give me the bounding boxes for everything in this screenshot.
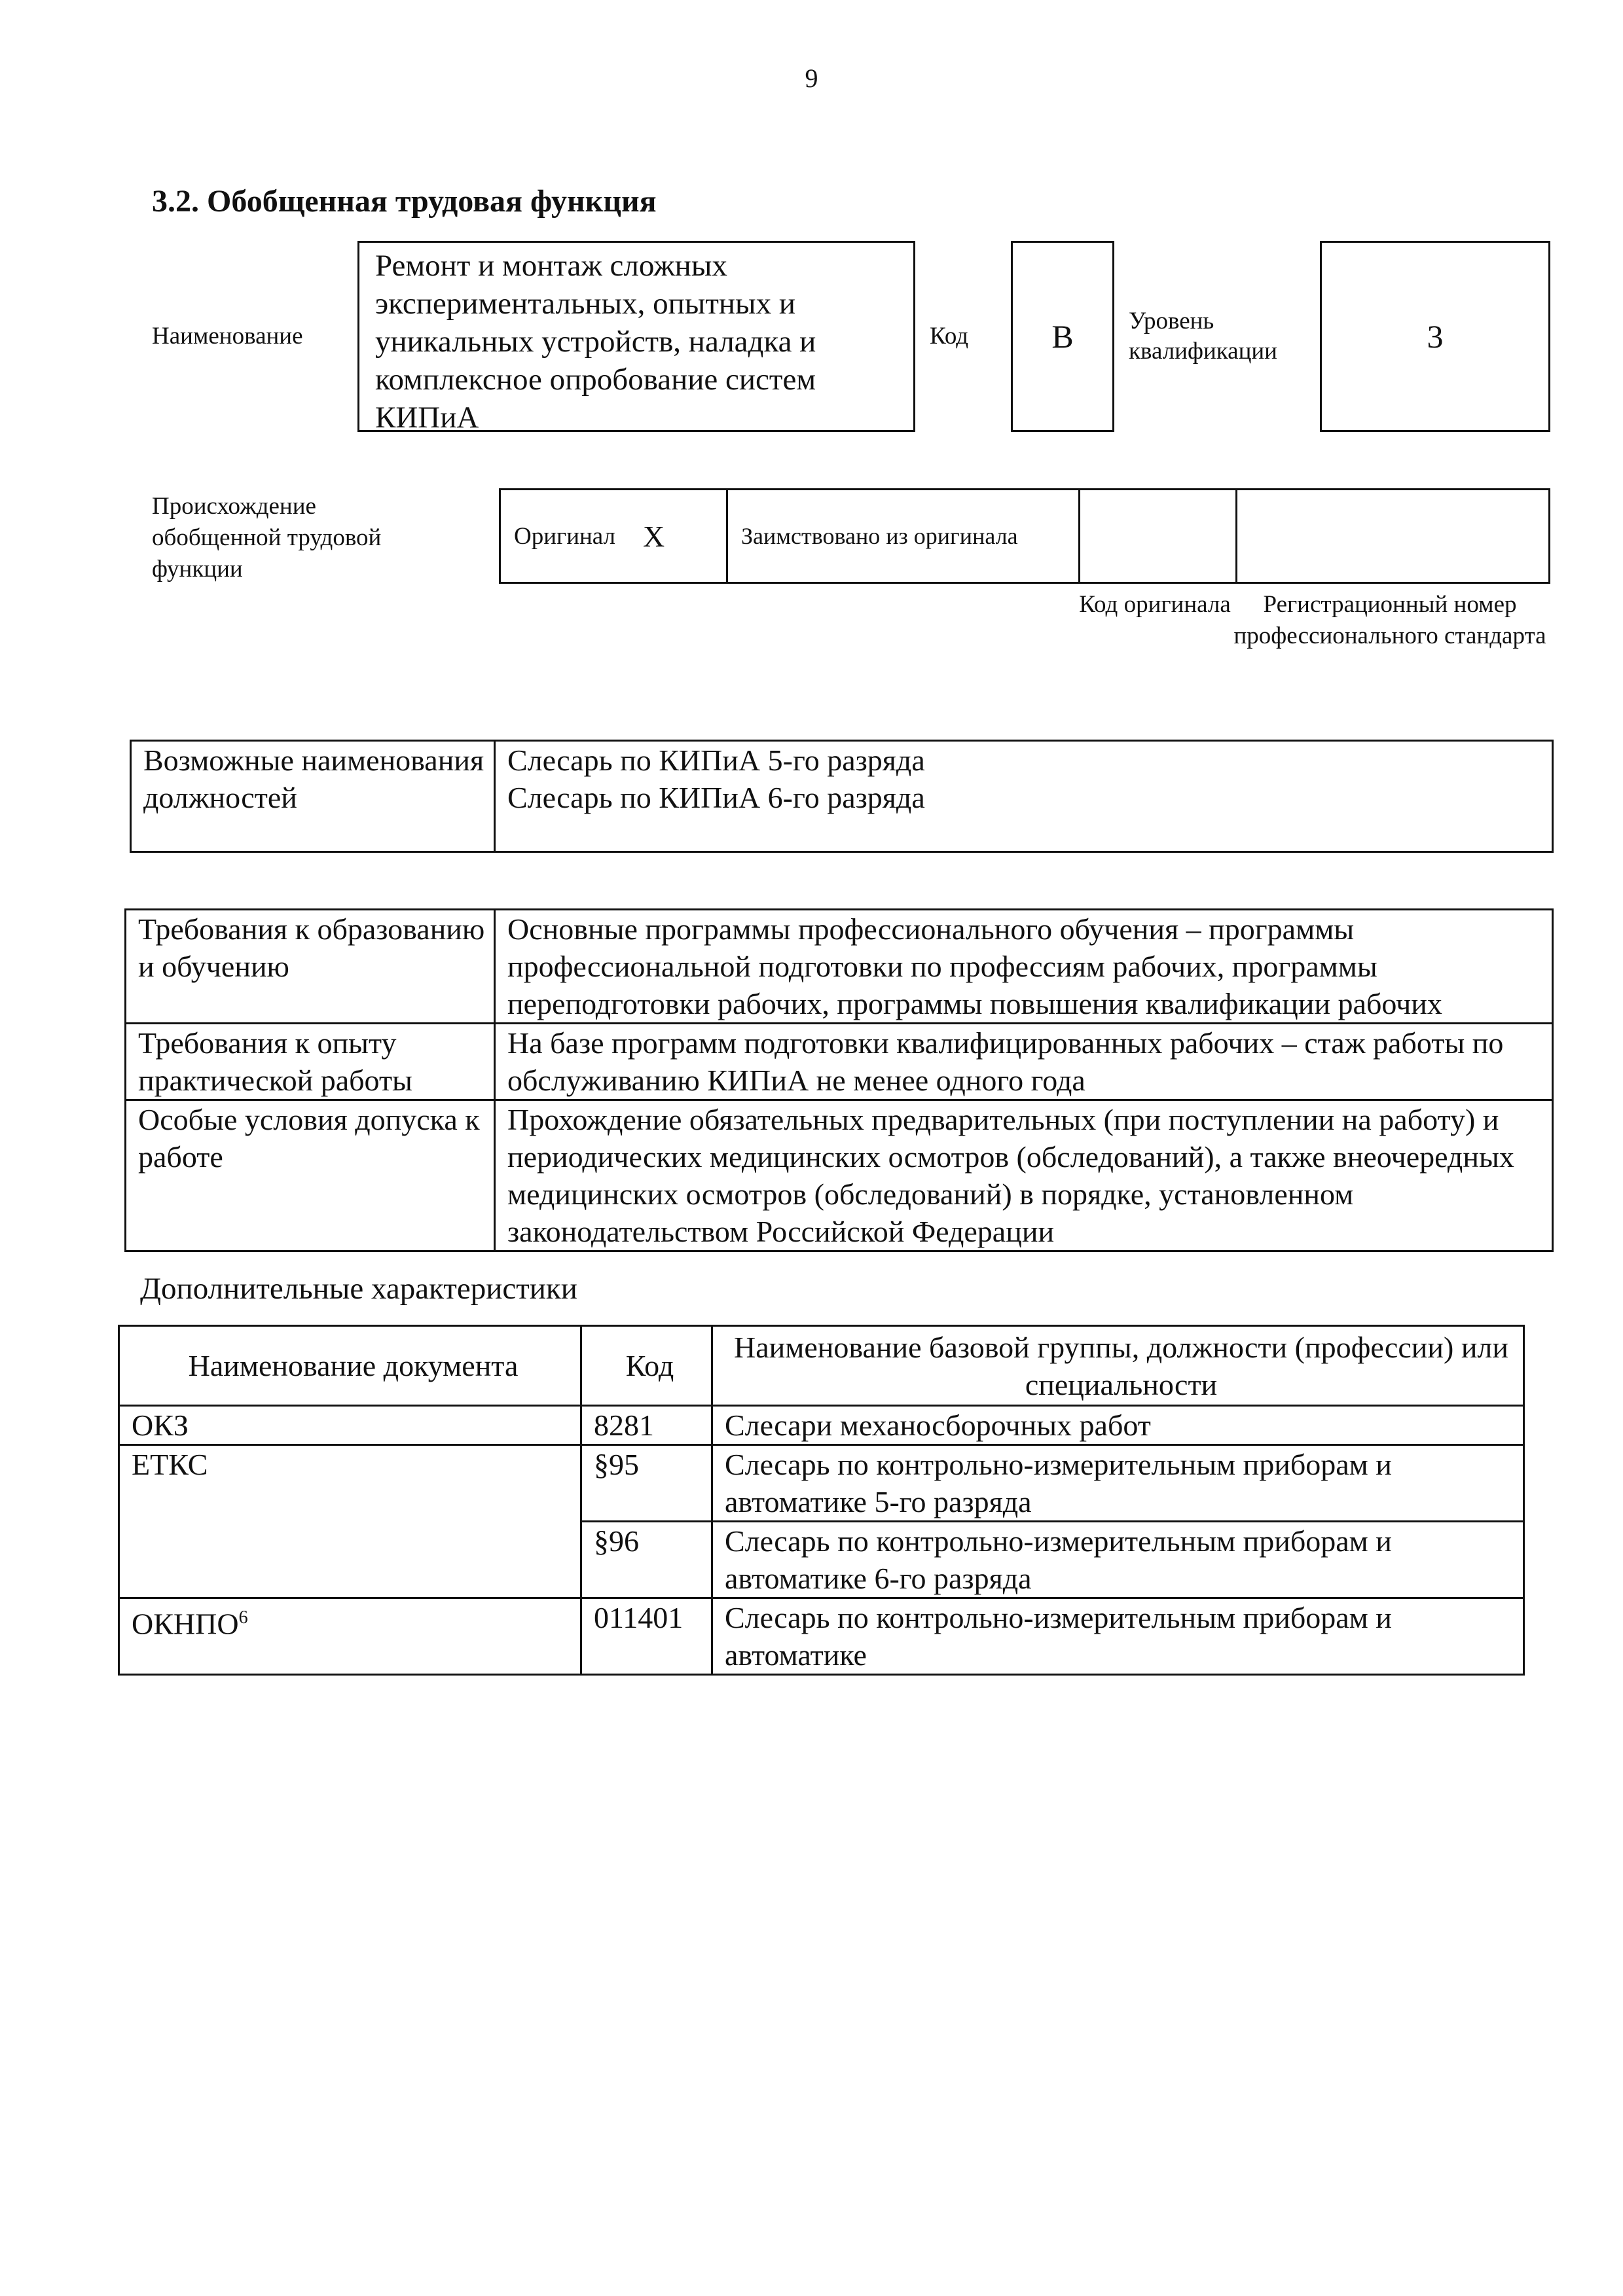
- header-name: Наименование базовой группы, должности (профессии) или специальности: [712, 1326, 1524, 1406]
- reg-number-cell: [1235, 490, 1548, 582]
- requirement-label: Требования к образованию и обучению: [126, 910, 495, 1024]
- function-name-box: [357, 241, 915, 435]
- requirement-value: Прохождение обязательных предварительных (при поступлении на работу) и периодических медицинских осмотров (обследований), а также внеочередных медицинских осмотров (обследований) в порядке, установленном законодательством Российской Федерации: [495, 1100, 1553, 1251]
- table-row: [119, 1598, 1524, 1675]
- original-mark: X: [643, 519, 665, 553]
- origin-table: [499, 488, 1550, 584]
- original-cell: [501, 490, 726, 582]
- borrowed-cell: [726, 490, 1078, 582]
- doc-cell: [119, 1598, 581, 1675]
- positions-table: [130, 740, 1554, 853]
- requirements-table: [124, 908, 1554, 1252]
- additional-title: Дополнительные характеристики: [140, 1272, 577, 1306]
- origin-label: Происхождение обобщенной трудовой функции: [152, 493, 382, 583]
- doc-cell: ЕТКС: [119, 1445, 581, 1598]
- additional-header-row: [119, 1326, 1524, 1406]
- code-cell: 8281: [581, 1406, 712, 1445]
- requirement-value: На базе программ подготовки квалифицированных рабочих – стаж работы по обслуживанию КИПиА не менее одного года: [495, 1024, 1553, 1100]
- code-cell: §96: [581, 1522, 712, 1598]
- positions-label: Возможные наименования должностей: [131, 741, 495, 852]
- function-name-value: Ремонт и монтаж сложных экспериментальных, опытных и уникальных устройств, наладка и комплексное опробование систем КИПиА: [375, 249, 816, 435]
- code-cell: 011401: [581, 1598, 712, 1675]
- name-cell: Слесарь по контрольно-измерительным приборам и автоматике 5-го разряда: [712, 1445, 1524, 1522]
- page-number: 9: [805, 63, 818, 93]
- header-code: Код: [581, 1326, 712, 1406]
- level-value: 3: [1427, 318, 1444, 355]
- section-title: 3.2. Обобщенная трудовая функция: [152, 184, 657, 219]
- header-doc: Наименование документа: [119, 1326, 581, 1406]
- position-item: Слесарь по КИПиА 5-го разряда: [507, 744, 925, 777]
- name-label: Наименование: [152, 323, 303, 350]
- additional-table: [118, 1325, 1525, 1676]
- code-value: B: [1051, 318, 1074, 355]
- requirement-label: Требования к опыту практической работы: [126, 1024, 495, 1100]
- borrowed-label: Заимствовано из оригинала: [741, 523, 1018, 549]
- level-box: [1320, 241, 1550, 432]
- positions-values: [495, 741, 1553, 852]
- requirement-row: [126, 1100, 1553, 1251]
- requirement-row: [126, 910, 1553, 1024]
- doc-cell: ОКЗ: [119, 1406, 581, 1445]
- original-code-caption: Код оригинала: [1079, 591, 1231, 618]
- code-cell: §95: [581, 1445, 712, 1522]
- code-label: Код: [930, 323, 969, 350]
- table-row: [119, 1406, 1524, 1445]
- original-code-cell: [1078, 490, 1235, 582]
- requirement-label: Особые условия допуска к работе: [126, 1100, 495, 1251]
- requirement-value: Основные программы профессионального обучения – программы профессиональной подготовки по профессиям рабочих, программы переподготовки рабочих, программы повышения квалификации рабочих: [495, 910, 1553, 1024]
- level-label: Уровень квалификации: [1129, 308, 1277, 365]
- name-cell: Слесарь по контрольно-измерительным приборам и автоматике 6-го разряда: [712, 1522, 1524, 1598]
- original-label: Оригинал: [514, 522, 616, 550]
- code-box: [1011, 241, 1114, 432]
- table-row: [119, 1445, 1524, 1522]
- name-cell: Слесари механосборочных работ: [712, 1406, 1524, 1445]
- reg-number-caption: Регистрационный номер профессионального стандарта: [1233, 591, 1546, 649]
- name-cell: Слесарь по контрольно-измерительным приборам и автоматике: [712, 1598, 1524, 1675]
- footnote-marker[interactable]: 6: [238, 1607, 248, 1628]
- position-item: Слесарь по КИПиА 6-го разряда: [507, 781, 925, 814]
- positions-row: [131, 741, 1553, 852]
- doc-name: ОКНПО: [132, 1607, 239, 1641]
- requirement-row: [126, 1024, 1553, 1100]
